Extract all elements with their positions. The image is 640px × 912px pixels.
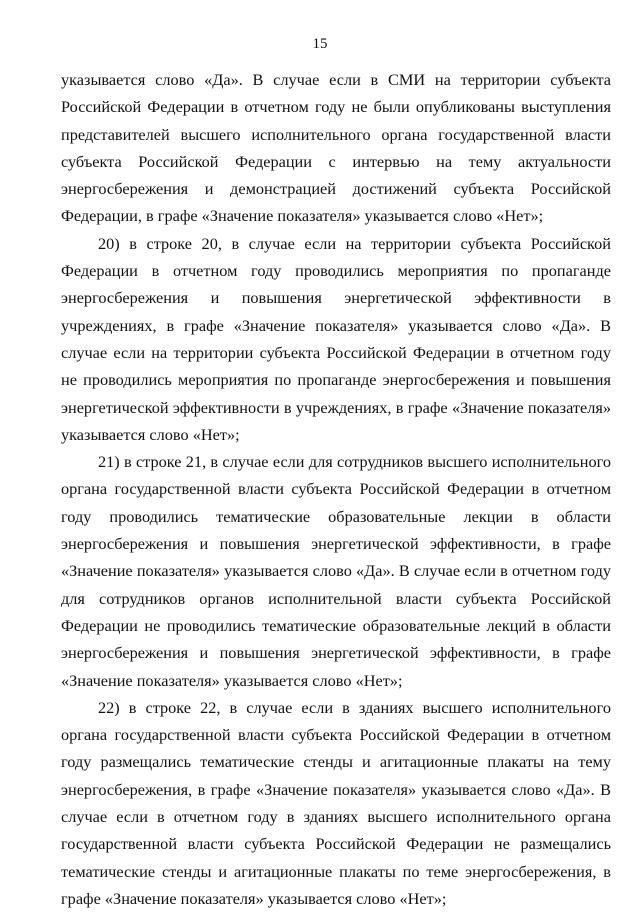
page-number: 15 bbox=[312, 36, 328, 52]
paragraph-item-21: 21) в строке 21, в случае если для сотрудников высшего исполнительного органа государственной власти субъекта Российской Федерации в отчетном году проводились тематические образовательные лекции в области энергосбережения и повышения энергетической эффективности, в графе «Значение показателя» указывается слово «Да». В случае если в отчетном году для сотрудников органов исполнительной власти субъекта Российской Федерации не проводились тематические образовательные лекций в области энергосбережения и повышения энергетической эффективности, в графе «Значение показателя» указывается слово «Нет»; bbox=[61, 452, 611, 690]
document-body bbox=[61, 66, 611, 912]
paragraph-item-22: 22) в строке 22, в случае если в зданиях высшего исполнительного органа государственной власти субъекта Российской Федерации в отчетном году размещались тематические стенды и агитационные плакаты на тему энергосбережения, в графе «Значение показателя» указывается слово «Да». В случае если в отчетном году в зданиях высшего исполнительного органа государственной власти субъекта Российской Федерации не размещались тематические стенды и агитационные плакаты по теме энергосбережения, в графе «Значение показателя» указывается слово «Нет»; bbox=[61, 697, 611, 908]
paragraph-19-continuation: указывается слово «Да». В случае если в СМИ на территории субъекта Российской Федерации в отчетном году не были опубликованы выступления представителей высшего исполнительного органа государственной власти субъекта Российской Федерации с интервью на тему актуальности энергосбережения и демонстрацией достижений субъекта Российской Федерации, в графе «Значение показателя» указывается слово «Нет»; bbox=[61, 70, 611, 226]
paragraph-item-20: 20) в строке 20, в случае если на территории субъекта Российской Федерации в отчетном году проводились мероприятия по пропаганде энергосбережения и повышения энергетической эффективности в учреждениях, в графе «Значение показателя» указывается слово «Да». В случае если на территории субъекта Российской Федерации в отчетном году не проводились мероприятия по пропаганде энергосбережения и повышения энергетической эффективности в учреждениях, в графе «Значение показателя» указывается слово «Нет»; bbox=[61, 233, 611, 444]
